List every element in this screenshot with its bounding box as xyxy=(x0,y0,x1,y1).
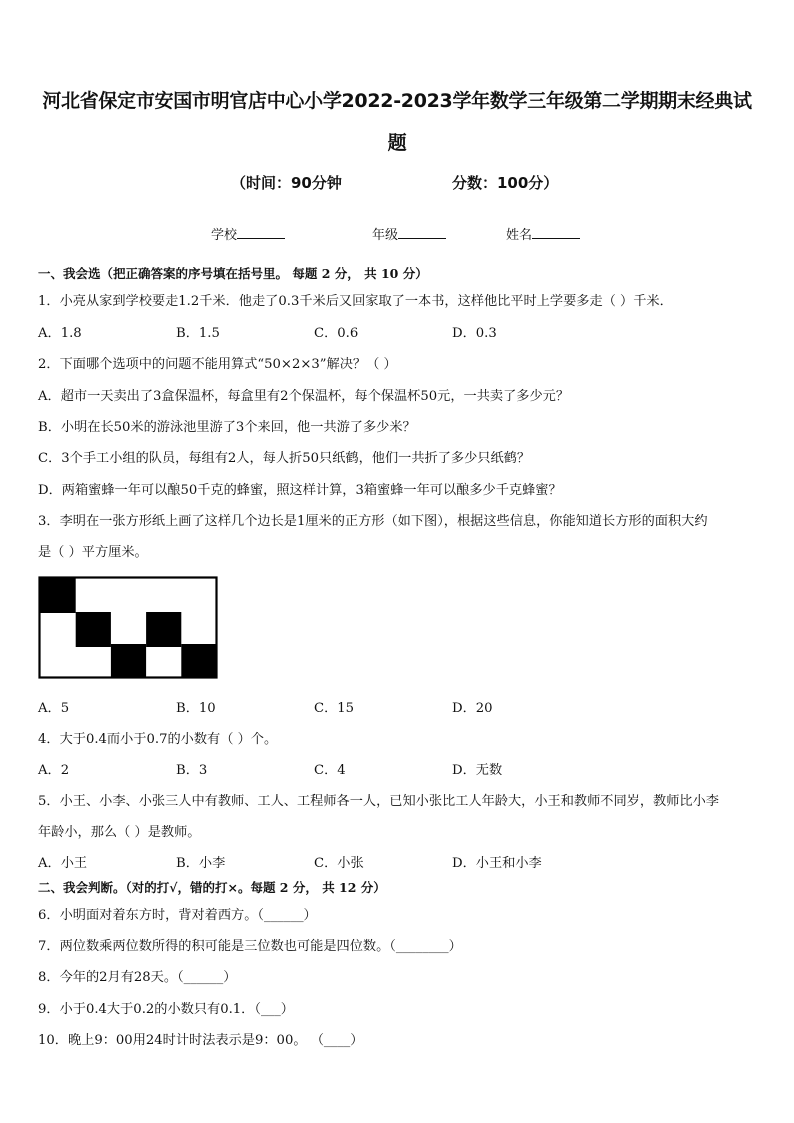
exam-title-line1: 河北省保定市安国市明官店中心小学2022-2023学年数学三年级第二学期期末经典试 xyxy=(42,90,752,112)
q3-option-d[interactable]: D．20 xyxy=(452,701,493,716)
question-3-line2: 是（ ）平方厘米。 xyxy=(38,545,148,560)
exam-score: 分数：100分） xyxy=(452,174,559,192)
q3-option-a[interactable]: A．5 xyxy=(38,701,70,716)
q5-option-b[interactable]: B．小李 xyxy=(176,856,226,871)
q3-option-c[interactable]: C．15 xyxy=(314,701,355,716)
judgement-10[interactable]: 10．晚上9：00用24时计时法表示是9：00。 （____） xyxy=(38,1033,364,1048)
q1-option-c[interactable]: C．0.6 xyxy=(314,326,359,341)
name-blank[interactable] xyxy=(532,238,580,239)
filled-square-1 xyxy=(41,578,76,613)
q4-option-a[interactable]: A．2 xyxy=(38,763,70,778)
judgement-9[interactable]: 9．小于0.4大于0.2的小数只有0.1．（___） xyxy=(38,1002,294,1017)
school-field[interactable] xyxy=(211,224,285,243)
question-4: 4．大于0.4而小于0.7的小数有（ ）个。 xyxy=(38,732,278,747)
school-label: 学校 xyxy=(211,228,238,243)
q5-option-a[interactable]: A．小王 xyxy=(38,856,88,871)
judgement-8[interactable]: 8．今年的2月有28天。（______） xyxy=(38,970,237,985)
name-field[interactable] xyxy=(506,224,580,243)
q5-option-d[interactable]: D．小王和小李 xyxy=(452,856,542,871)
filled-square-2 xyxy=(76,612,111,647)
section-1-heading: 一、我会选（把正确答案的序号填在括号里。 每题 2 分， 共 10 分） xyxy=(38,266,428,281)
question-3-line1: 3．李明在一张方形纸上画了这样几个边长是1厘米的正方形（如下图），根据这些信息，你能知道长方形的面积大约 xyxy=(38,514,708,529)
q2-option-a[interactable]: A．超市一天卖出了3盒保温杯，每盒里有2个保温杯，每个保温杯50元，一共卖了多少元？ xyxy=(38,389,570,404)
q1-option-a[interactable]: A．1.8 xyxy=(38,326,82,341)
filled-square-3 xyxy=(111,644,146,678)
q4-option-d[interactable]: D．无数 xyxy=(452,763,503,778)
name-label: 姓名 xyxy=(506,228,533,243)
q2-option-b[interactable]: B．小明在长50米的游泳池里游了3个来回，他一共游了多少米？ xyxy=(38,420,416,435)
question-2: 2．下面哪个选项中的问题不能用算式“50×2×3”解决？（ ） xyxy=(38,357,397,372)
filled-square-5 xyxy=(181,644,216,678)
grade-field[interactable] xyxy=(372,224,446,243)
grade-blank[interactable] xyxy=(398,238,446,239)
q1-option-d[interactable]: D．0.3 xyxy=(452,326,497,341)
q4-option-b[interactable]: B．3 xyxy=(176,763,208,778)
question-5-line1: 5．小王、小李、小张三人中有教师、工人、工程师各一人，已知小张比工人年龄大，小王和教师不同岁，教师比小李 xyxy=(38,794,719,809)
q4-option-c[interactable]: C．4 xyxy=(314,763,346,778)
judgement-7[interactable]: 7．两位数乘两位数所得的积可能是三位数也可能是四位数。（________） xyxy=(38,939,462,954)
q2-option-c[interactable]: C．3个手工小组的队员，每组有2人，每人折50只纸鹤，他们一共折了多少只纸鹤？ xyxy=(38,451,531,466)
judgement-6[interactable]: 6．小明面对着东方时，背对着西方。（______） xyxy=(38,908,317,923)
exam-title-line2: 题 xyxy=(387,132,407,154)
q1-option-b[interactable]: B．1.5 xyxy=(176,326,220,341)
q5-option-c[interactable]: C．小张 xyxy=(314,856,364,871)
rectangle-squares-figure xyxy=(38,576,220,680)
q3-option-b[interactable]: B．10 xyxy=(176,701,216,716)
filled-square-4 xyxy=(146,612,181,647)
grade-label: 年级 xyxy=(372,228,399,243)
section-2-heading: 二、我会判断。（对的打√，错的打×。每题 2 分， 共 12 分） xyxy=(38,880,386,895)
q2-option-d[interactable]: D．两箱蜜蜂一年可以酿50千克的蜂蜜，照这样计算，3箱蜜蜂一年可以酿多少千克蜂蜜？ xyxy=(38,483,562,498)
question-1: 1．小亮从家到学校要走1.2千米．他走了0.3千米后又回家取了一本书，这样他比平时上学要多走（ ）千米． xyxy=(38,294,673,309)
school-blank[interactable] xyxy=(237,238,285,239)
exam-time: （时间：90分钟 xyxy=(231,174,342,192)
question-5-line2: 年龄小，那么（ ）是教师。 xyxy=(38,825,201,840)
